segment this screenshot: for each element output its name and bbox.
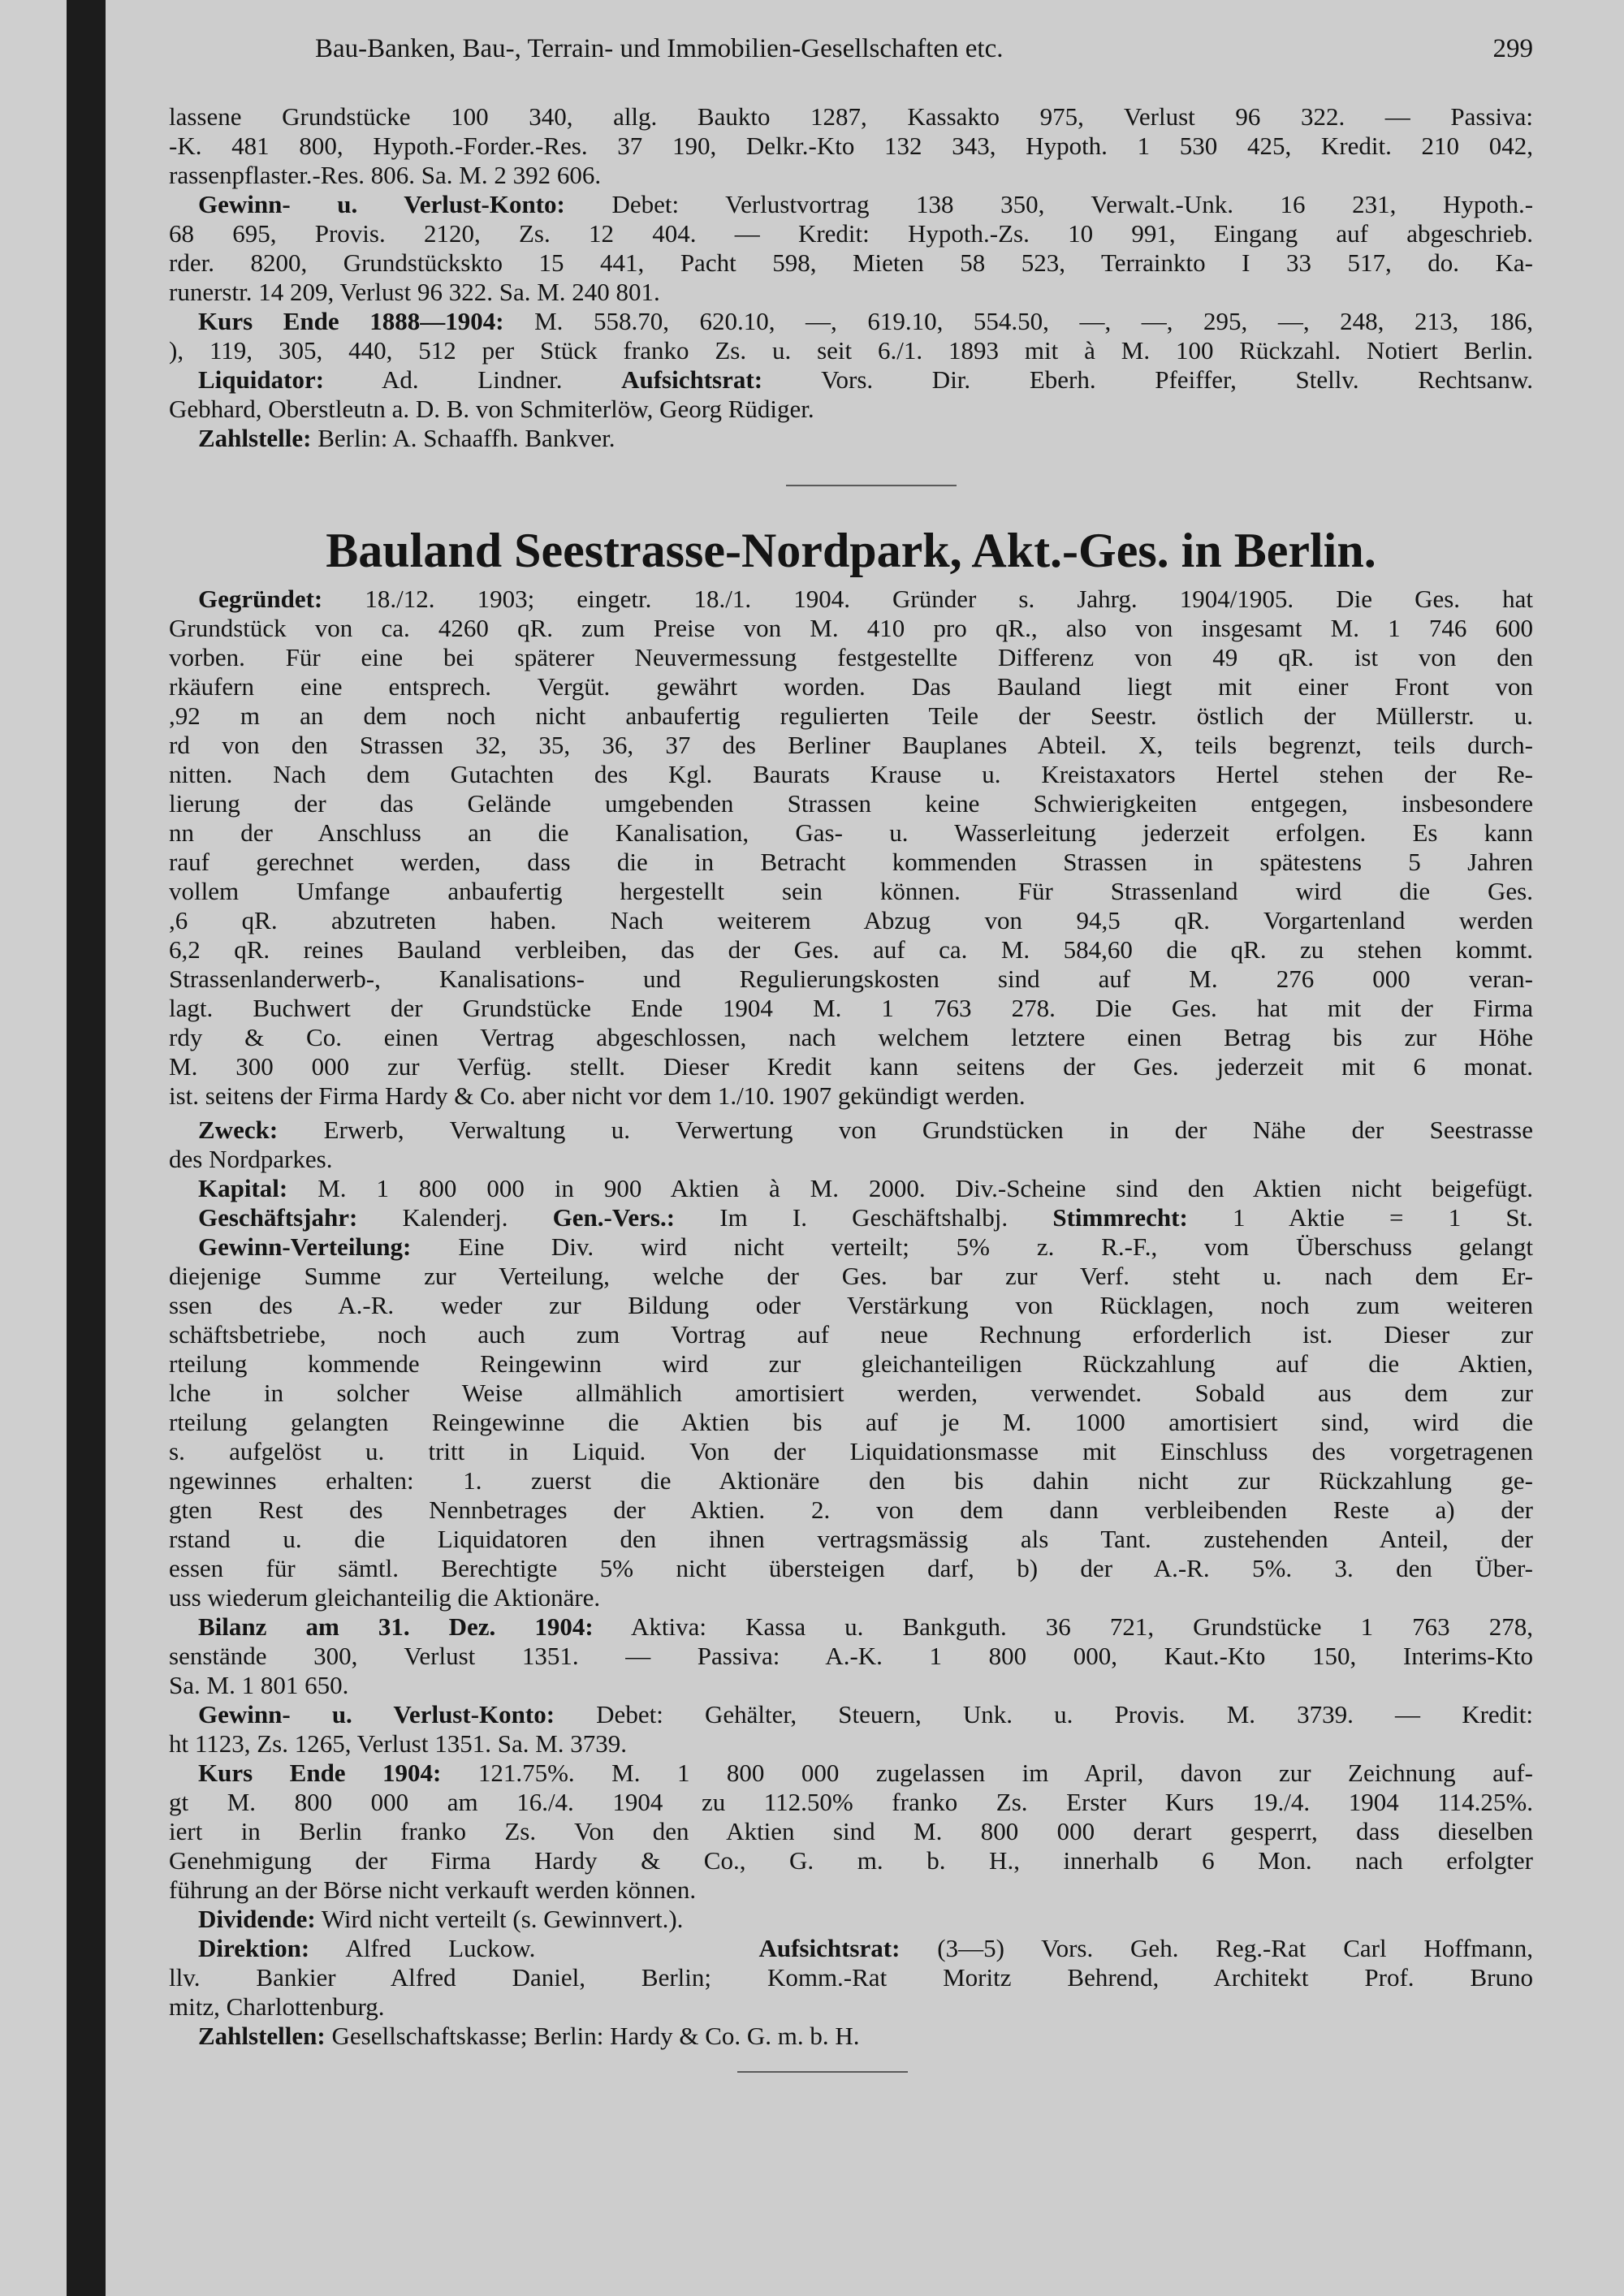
text-line bbox=[169, 1174, 1533, 1203]
text-line: ), 119, 305, 440, 512 per Stück franko Zs. u. seit 6./1. 1893 mit à M. 100 Rückzahl. Notiert Berlin. bbox=[169, 336, 1533, 365]
running-head bbox=[169, 31, 1533, 67]
text-line: llv. Bankier Alfred Daniel, Berlin; Komm.-Rat Moritz Behrend, Architekt Prof. Bruno bbox=[169, 1963, 1533, 1992]
text-line: Gebhard, Oberstleutn a. D. B. von Schmiterlöw, Georg Rüdiger. bbox=[169, 395, 814, 423]
text-span: Berlin: A. Schaaffh. Bankver. bbox=[317, 424, 615, 452]
text-span: Erwerb, Verwaltung u. Verwertung von Grundstücken in der Nähe der Seestrasse bbox=[323, 1116, 1533, 1144]
text-span: 1 Aktie = 1 St. bbox=[1232, 1203, 1533, 1232]
text-line: uss wiederum gleichanteilig die Aktionäre. bbox=[169, 1583, 601, 1612]
separator-rule bbox=[737, 2071, 908, 2073]
text-line: nitten. Nach dem Gutachten des Kgl. Baurats Krause u. Kreistaxators Hertel stehen der Re- bbox=[169, 760, 1533, 788]
section-heading: Zweck: bbox=[198, 1116, 279, 1144]
text-line: s. aufgelöst u. tritt in Liquid. Von der Liquidationsmasse mit Einschluss des vorgetragenen bbox=[169, 1437, 1533, 1465]
section-heading: Gen.-Vers.: bbox=[552, 1203, 676, 1232]
text-line: rteilung gelangten Reingewinne die Aktien bis auf je M. 1000 amortisiert sind, wird die bbox=[169, 1408, 1533, 1436]
text-span: Wird nicht verteilt (s. Gewinnvert.). bbox=[321, 1905, 684, 1933]
text-span: Debet: Verlustvortrag 138 350, Verwalt.-Unk. 16 231, Hypoth.- bbox=[611, 190, 1533, 218]
company-title: Bauland Seestrasse-Nordpark, Akt.-Ges. in Berlin. bbox=[326, 524, 1376, 577]
adjacent-page-strip bbox=[0, 0, 67, 2296]
section-heading: Gewinn- u. Verlust-Konto: bbox=[198, 1700, 555, 1728]
text-line: runerstr. 14 209, Verlust 96 322. Sa. M. 240 801. bbox=[169, 278, 660, 306]
text-line bbox=[169, 2022, 1533, 2051]
text-span: Aktiva: Kassa u. Bankguth. 36 721, Grundstücke 1 763 278, bbox=[631, 1612, 1533, 1641]
text-span: Im I. Geschäftshalbj. bbox=[719, 1203, 1009, 1232]
running-title: Bau-Banken, Bau-, Terrain- und Immobilien-Gesellschaften etc. bbox=[315, 34, 1004, 63]
section-heading: Zahlstelle: bbox=[198, 424, 312, 452]
text-line: rstand u. die Liquidatoren den ihnen vertragsmässig als Tant. zustehenden Anteil, der bbox=[169, 1525, 1533, 1553]
text-line bbox=[169, 1116, 1533, 1145]
section-heading: Stimmrecht: bbox=[1052, 1203, 1188, 1232]
book-gutter bbox=[67, 0, 106, 2296]
text-line bbox=[169, 1203, 1533, 1232]
book-page bbox=[106, 0, 1624, 2296]
text-span: Debet: Gehälter, Steuern, Unk. u. Provis. M. 3739. — Kredit: bbox=[596, 1700, 1533, 1728]
text-line: ,92 m an dem noch nicht anbaufertig regulierten Teile der Seestr. östlich der Müllerstr. u. bbox=[169, 701, 1533, 730]
text-span: M. 1 800 000 in 900 Aktien à M. 2000. Div.-Scheine sind den Aktien nicht beigefügt. bbox=[317, 1174, 1533, 1202]
text-line: gten Rest des Nennbetrages der Aktien. 2. von dem dann verbleibenden Reste a) der bbox=[169, 1495, 1533, 1524]
text-span: Eine Div. wird nicht verteilt; 5% z. R.-F., vom Überschuss gelangt bbox=[458, 1232, 1533, 1261]
text-line: essen für sämtl. Berechtigte 5% nicht übersteigen darf, b) der A.-R. 5%. 3. den Über- bbox=[169, 1554, 1533, 1582]
text-line: ssen des A.-R. weder zur Bildung oder Verstärkung von Rücklagen, noch zum weiteren bbox=[169, 1291, 1533, 1319]
section-heading: Liquidator: bbox=[198, 365, 325, 394]
text-span: 18./12. 1903; eingetr. 18./1. 1904. Gründer s. Jahrg. 1904/1905. Die Ges. hat bbox=[365, 585, 1533, 613]
text-span: Ad. Lindner. bbox=[381, 365, 563, 394]
text-line: lche in solcher Weise allmählich amortisiert werden, verwendet. Sobald aus dem zur bbox=[169, 1379, 1533, 1407]
text-span: Kalenderj. bbox=[402, 1203, 508, 1232]
section-heading: Aufsichtsrat: bbox=[621, 365, 763, 394]
text-line: Sa. M. 1 801 650. bbox=[169, 1671, 349, 1699]
text-line: Grundstück von ca. 4260 qR. zum Preise von M. 410 pro qR., also von insgesamt M. 1 746 600 bbox=[169, 614, 1533, 642]
text-span: Vors. Dir. Eberh. Pfeiffer, Stellv. Rechtsanw. bbox=[821, 365, 1533, 394]
separator-rule bbox=[786, 485, 957, 486]
section-heading: Zahlstellen: bbox=[198, 2022, 326, 2050]
text-line bbox=[169, 1612, 1533, 1642]
text-line bbox=[169, 307, 1533, 336]
section-heading: Gewinn-Verteilung: bbox=[198, 1232, 412, 1261]
text-line: führung an der Börse nicht verkauft werden können. bbox=[169, 1875, 697, 1904]
text-span: (3—5) Vors. Geh. Reg.-Rat Carl Hoffmann, bbox=[937, 1934, 1533, 1962]
text-line: rd von den Strassen 32, 35, 36, 37 des Berliner Bauplanes Abteil. X, teils begrenzt, teils durch- bbox=[169, 731, 1533, 759]
text-span: Alfred Luckow. bbox=[345, 1934, 536, 1962]
text-line bbox=[169, 1934, 1533, 1963]
text-line: senstände 300, Verlust 1351. — Passiva: A.-K. 1 800 000, Kaut.-Kto 150, Interims-Kto bbox=[169, 1642, 1533, 1670]
text-line: ,6 qR. abzutreten haben. Nach weiterem Abzug von 94,5 qR. Vorgartenland werden bbox=[169, 906, 1533, 934]
text-line: ht 1123, Zs. 1265, Verlust 1351. Sa. M. 3739. bbox=[169, 1729, 628, 1758]
text-line: -K. 481 800, Hypoth.-Forder.-Res. 37 190, Delkr.-Kto 132 343, Hypoth. 1 530 425, Kredit. 210 042, bbox=[169, 132, 1533, 160]
section-heading: Kurs Ende 1904: bbox=[198, 1759, 442, 1787]
text-line: diejenige Summe zur Verteilung, welche der Ges. bar zur Verf. steht u. nach dem Er- bbox=[169, 1262, 1533, 1290]
text-line: nn der Anschluss an die Kanalisation, Gas- u. Wasserleitung jederzeit erfolgen. Es kann bbox=[169, 818, 1533, 847]
text-line: rdy & Co. einen Vertrag abgeschlossen, nach welchem letztere einen Betrag bis zur Höhe bbox=[169, 1023, 1533, 1051]
text-line bbox=[169, 365, 1533, 395]
text-span: 121.75%. M. 1 800 000 zugelassen im April, davon zur Zeichnung auf- bbox=[477, 1759, 1533, 1787]
text-line: ngewinnes erhalten: 1. zuerst die Aktionäre den bis dahin nicht zur Rückzahlung ge- bbox=[169, 1466, 1533, 1495]
text-line: schäftsbetriebe, noch auch zum Vortrag auf neue Rechnung erforderlich ist. Dieser zur bbox=[169, 1320, 1533, 1349]
text-line: gt M. 800 000 am 16./4. 1904 zu 112.50% franko Zs. Erster Kurs 19./4. 1904 114.25%. bbox=[169, 1788, 1533, 1816]
text-line: rkäufern eine entsprech. Vergüt. gewährt worden. Das Bauland liegt mit einer Front von bbox=[169, 672, 1533, 701]
text-line: vorben. Für eine bei späterer Neuvermessung festgestellte Differenz von 49 qR. ist von den bbox=[169, 643, 1533, 671]
section-heading: Direktion: bbox=[198, 1934, 310, 1962]
text-line bbox=[169, 1232, 1533, 1262]
section-heading: Dividende: bbox=[198, 1905, 316, 1933]
text-line: Genehmigung der Firma Hardy & Co., G. m. b. H., innerhalb 6 Mon. nach erfolgter bbox=[169, 1846, 1533, 1875]
text-line bbox=[169, 190, 1533, 219]
text-line: lagt. Buchwert der Grundstücke Ende 1904 M. 1 763 278. Die Ges. hat mit der Firma bbox=[169, 994, 1533, 1022]
page-content bbox=[169, 0, 1533, 2296]
text-line bbox=[169, 585, 1533, 614]
text-line: vollem Umfange anbaufertig hergestellt sein können. Für Strassenland wird die Ges. bbox=[169, 877, 1533, 905]
text-line: iert in Berlin franko Zs. Von den Aktien sind M. 800 000 derart gesperrt, dass dieselben bbox=[169, 1817, 1533, 1845]
section-heading: Gegründet: bbox=[198, 585, 323, 613]
section-heading: Geschäftsjahr: bbox=[198, 1203, 358, 1232]
text-line: rassenpflaster.-Res. 806. Sa. M. 2 392 606. bbox=[169, 161, 602, 189]
text-line: 6,2 qR. reines Bauland verbleiben, das der Ges. auf ca. M. 584,60 die qR. zu stehen kommt. bbox=[169, 935, 1533, 964]
section-heading: Kapital: bbox=[198, 1174, 288, 1202]
text-line: lierung der das Gelände umgebenden Strassen keine Schwierigkeiten entgegen, insbesondere bbox=[169, 789, 1533, 818]
text-line: 68 695, Provis. 2120, Zs. 12 404. — Kredit: Hypoth.-Zs. 10 991, Eingang auf abgeschrieb. bbox=[169, 219, 1533, 248]
text-line: rder. 8200, Grundstückskto 15 441, Pacht 598, Mieten 58 523, Terrainkto I 33 517, do. Ka- bbox=[169, 248, 1533, 277]
page-number: 299 bbox=[1492, 34, 1533, 63]
text-span: Gesellschaftskasse; Berlin: Hardy & Co. G. m. b. H. bbox=[331, 2022, 860, 2050]
text-line: Strassenlanderwerb-, Kanalisations- und Regulierungskosten sind auf M. 276 000 veran- bbox=[169, 965, 1533, 993]
text-span: M. 558.70, 620.10, —, 619.10, 554.50, —, —, 295, —, 248, 213, 186, bbox=[534, 307, 1533, 335]
text-line bbox=[169, 1905, 1533, 1934]
text-line bbox=[169, 1700, 1533, 1729]
section-heading: Gewinn- u. Verlust-Konto: bbox=[198, 190, 565, 218]
text-line: lassene Grundstücke 100 340, allg. Baukto 1287, Kassakto 975, Verlust 96 322. — Passiva: bbox=[169, 102, 1533, 131]
text-line bbox=[169, 424, 1533, 453]
text-line: ist. seitens der Firma Hardy & Co. aber nicht vor dem 1./10. 1907 gekündigt werden. bbox=[169, 1081, 1026, 1110]
section-heading: Bilanz am 31. Dez. 1904: bbox=[198, 1612, 594, 1641]
text-line bbox=[169, 1759, 1533, 1788]
text-line: M. 300 000 zur Verfüg. stellt. Dieser Kredit kann seitens der Ges. jederzeit mit 6 monat. bbox=[169, 1052, 1533, 1081]
section-heading: Kurs Ende 1888—1904: bbox=[198, 307, 504, 335]
text-line: rauf gerechnet werden, dass die in Betracht kommenden Strassen in spätestens 5 Jahren bbox=[169, 848, 1533, 876]
text-line: rteilung kommende Reingewinn wird zur gleichanteiligen Rückzahlung auf die Aktien, bbox=[169, 1349, 1533, 1378]
text-line: mitz, Charlottenburg. bbox=[169, 1992, 385, 2021]
text-line: des Nordparkes. bbox=[169, 1145, 333, 1173]
section-heading: Aufsichtsrat: bbox=[758, 1934, 901, 1962]
